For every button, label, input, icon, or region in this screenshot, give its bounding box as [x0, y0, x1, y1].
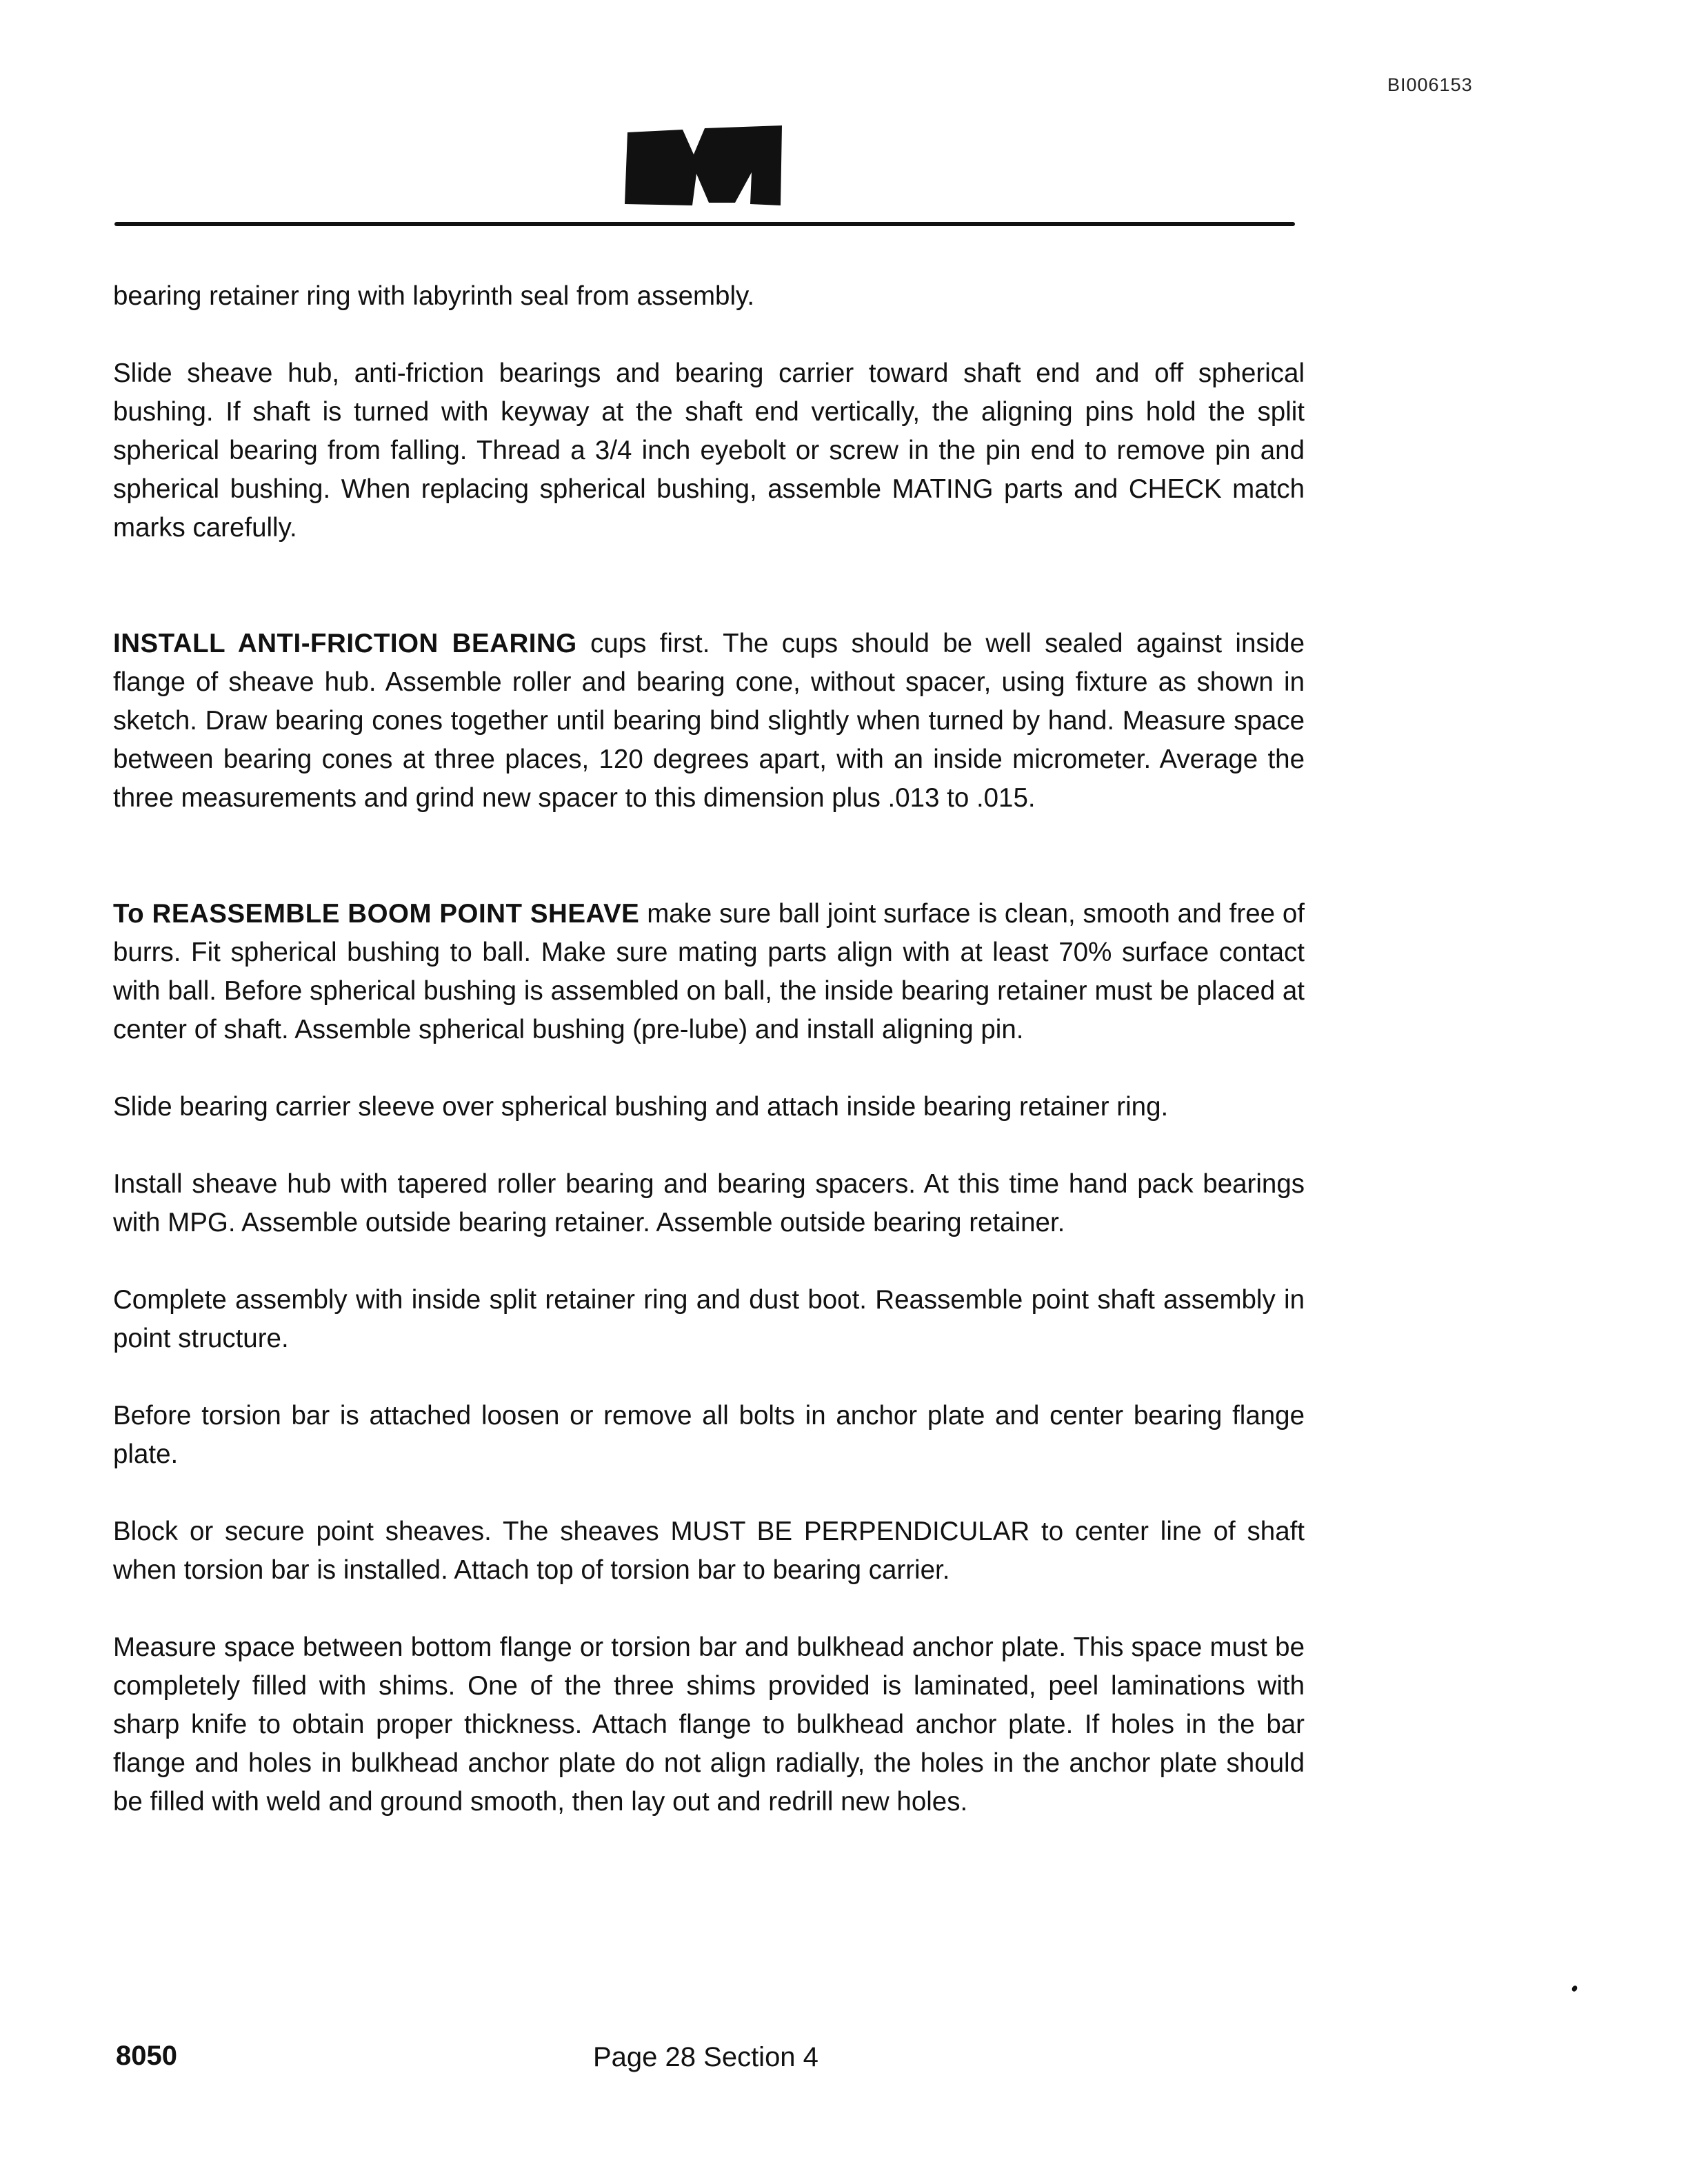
- paragraph-slide-sheave-hub: Slide sheave hub, anti-friction bearings and bearing carrier toward shaft end and off spherical bushing. If shaft is turned with keyway at the shaft end vertically, the aligning pins hold the split spherical bearing from falling. Thread a 3/4 inch eyebolt or screw in the pin end to remove pin and spherical bushing. When replacing spherical bushing, assemble MATING parts and CHECK match marks carefully.: [113, 358, 1305, 543]
- install-bearing-heading: INSTALL ANTI-FRICTION BEARING: [113, 629, 577, 658]
- reassemble-sheave-heading: To REASSEMBLE BOOM POINT SHEAVE: [113, 899, 640, 929]
- paragraph-torsion-bar-bolts: Before torsion bar is attached loosen or remove all bolts in anchor plate and center bearing flange plate.: [113, 1401, 1305, 1469]
- document-id: BI006153: [1387, 74, 1473, 95]
- paragraph-complete-assembly: Complete assembly with inside split retainer ring and dust boot. Reassemble point shaft assembly in point structure.: [113, 1285, 1305, 1353]
- paragraph-reassemble-sheave: [113, 895, 1305, 1049]
- company-logo: [621, 123, 789, 208]
- reassemble-sheave-text: make sure ball joint surface is clean, smooth and free of burrs. Fit spherical bushing to ball. Make sure mating parts align with at least 70% surface contact with ball. Before spherical bushing is assembled on ball, the inside bearing retainer must be placed at center of shaft. Assemble spherical bushing (pre-lube) and install aligning pin.: [113, 899, 1305, 1044]
- paragraph-install-hub: Install sheave hub with tapered roller bearing and bearing spacers. At this time hand pack bearings with MPG. Assemble outside bearing retainer. Assemble outside bearing retainer.: [113, 1169, 1305, 1237]
- paragraph-install-bearing: [113, 625, 1305, 818]
- header-rule: [114, 222, 1295, 226]
- paragraph-slide-carrier: Slide bearing carrier sleeve over spherical bushing and attach inside bearing retainer ring.: [113, 1092, 1169, 1122]
- paragraph-retainer-removal: bearing retainer ring with labyrinth seal from assembly.: [113, 281, 755, 311]
- scan-speck: [1571, 1985, 1578, 1992]
- paragraph-block-sheaves: Block or secure point sheaves. The sheaves MUST BE PERPENDICULAR to center line of shaft when torsion bar is installed. Attach top of torsion bar to bearing carrier.: [113, 1517, 1305, 1585]
- install-bearing-text: cups first. The cups should be well sealed against inside flange of sheave hub. Assemble roller and bearing cone, without spacer, using fixture as shown in sketch. Draw bearing cones together until bearing bind slightly when turned by hand. Measure space between bearing cones at three places, 120 degrees apart, with an inside micrometer. Average the three measurements and grind new spacer to this dimension plus .013 to .015.: [113, 629, 1305, 813]
- footer-page-number: Page 28 Section 4: [593, 2042, 818, 2072]
- document-body: [113, 277, 1305, 1860]
- paragraph-measure-shims: Measure space between bottom flange or torsion bar and bulkhead anchor plate. This space must be completely filled with shims. One of the three shims provided is laminated, peel laminations with sharp knife to obtain proper thickness. Attach flange to bulkhead anchor plate. If holes in the bar flange and holes in bulkhead anchor plate do not align radially, the holes in the anchor plate should be filled with weld and ground smooth, then lay out and redrill new holes.: [113, 1632, 1305, 1817]
- footer-model-number: 8050: [116, 2041, 177, 2071]
